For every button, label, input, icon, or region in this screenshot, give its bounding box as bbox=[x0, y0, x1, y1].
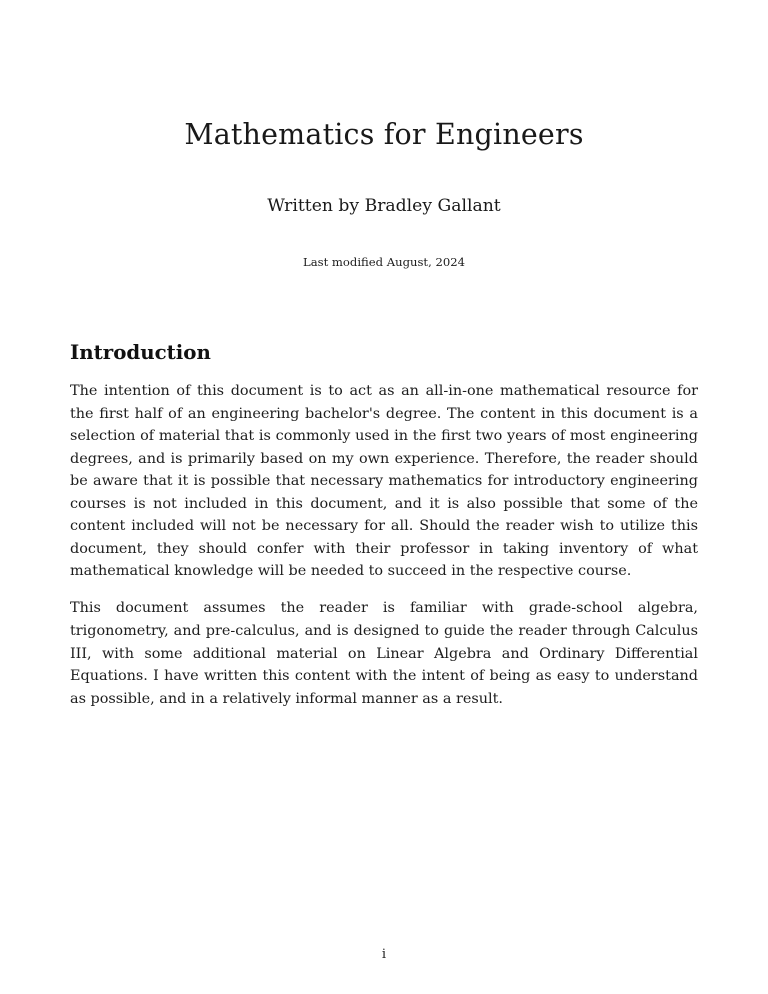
introduction-paragraph-2: This document assumes the reader is familiar with grade-school algebra, trigonometry, and pre-calculus, and is designed to guide the reader through Calculus III, with some additional material on Linear Algebra and Ordinary Differential Equations. I have written this content with the intent of being as easy to understand as possible, and in a relatively informal manner as a result. bbox=[70, 600, 698, 707]
author-line: Written by Bradley Gallant bbox=[267, 196, 501, 216]
introduction-paragraph-1: The intention of this document is to act as an all-in-one mathematical resource for the first half of an engineering bachelor's degree. The content in this document is a selection of material that is commonly used in the first two years of most engineering degrees, and is primarily based on my own experience. Therefore, the reader should be aware that it is possible that necessary mathematics for introductory engineering courses is not included in this document, and it is also possible that some of the content included will not be necessary for all. Should the reader wish to utilize this document, they should confer with their professor in taking inventory of what mathematical knowledge will be needed to succeed in the respective course. bbox=[70, 383, 698, 580]
page-content bbox=[70, 0, 698, 710]
title-block bbox=[70, 0, 698, 270]
section-heading-introduction: Introduction bbox=[70, 340, 211, 364]
page-title: Mathematics for Engineers bbox=[184, 118, 584, 151]
last-modified-line: Last modified August, 2024 bbox=[303, 255, 465, 269]
page-number: i bbox=[381, 947, 387, 962]
